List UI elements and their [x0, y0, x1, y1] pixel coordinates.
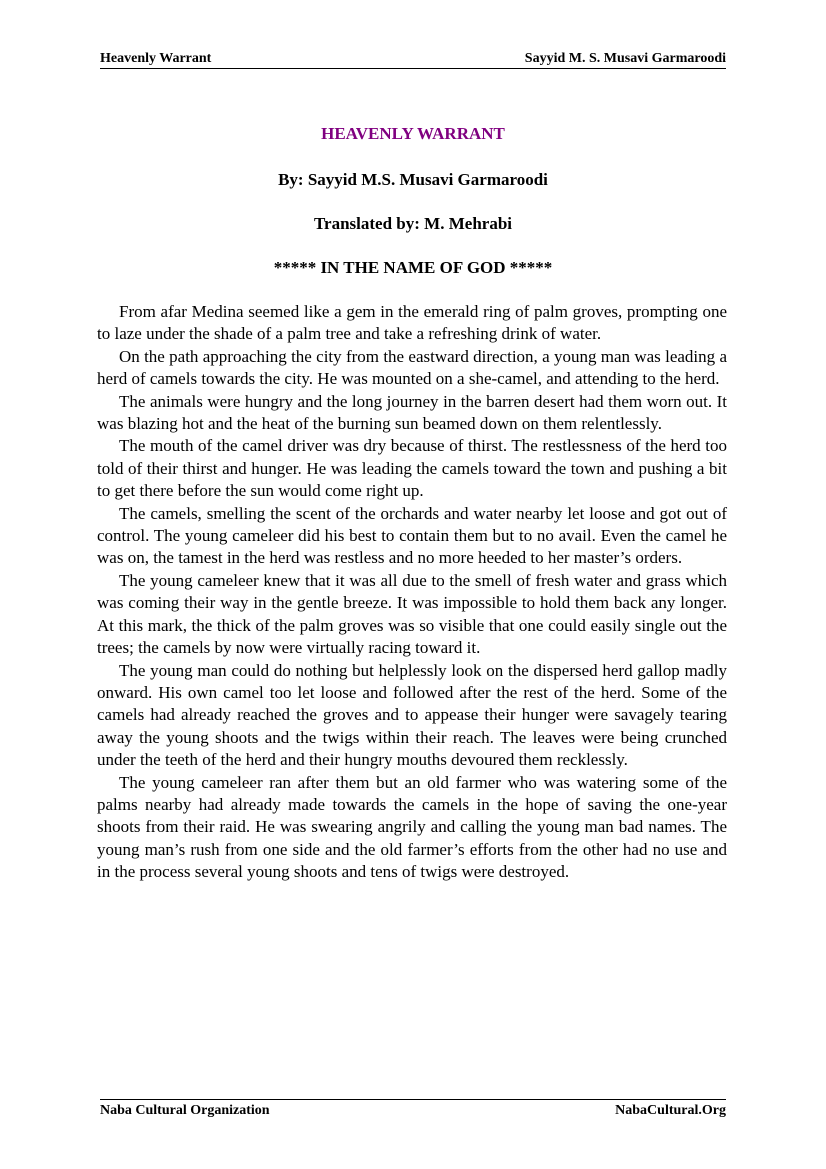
footer-website: NabaCultural.Org	[615, 1103, 726, 1118]
page-footer	[100, 1099, 726, 1123]
paragraph: The animals were hungry and the long journey in the barren desert had them worn out. It was blazing hot and the heat of the burning sun beamed down on them relentlessly.	[97, 391, 727, 434]
translator-line: Translated by: M. Mehrabi	[313, 214, 512, 233]
invocation-line: ***** IN THE NAME OF GOD *****	[273, 258, 553, 277]
paragraph: The young cameleer ran after them but an old farmer who was watering some of the palms nearby had already made towards the camels in the hope of saving the one-year shoots from their raid. He was swearing angrily and calling the young man bad names. The young man’s rush from one side and the old farmer’s efforts from the other had no use and in the process several young shoots and tens of twigs were destroyed.	[97, 772, 727, 882]
header-author: Sayyid M. S. Musavi Garmaroodi	[524, 51, 726, 66]
body-text	[97, 301, 727, 884]
paragraph: The camels, smelling the scent of the orchards and water nearby let loose and got out of control. The young cameleer did his best to contain them but to no avail. Even the camel he was on, the tamest in the herd was restless and no more heeded to her master’s orders.	[97, 503, 727, 568]
header-book-title: Heavenly Warrant	[100, 51, 212, 66]
paragraph: The young man could do nothing but helplessly look on the dispersed herd gallop madly onward. His own camel too let loose and followed after the rest of the herd. Some of the camels had already reached the groves and to appease their hunger were savagely tearing away the young shoots and the twigs within their reach. The leaves were being crunched under the teeth of the herd and their hungry mouths devoured them recklessly.	[97, 660, 727, 770]
document-title: HEAVENLY WARRANT	[321, 124, 505, 143]
paragraph: On the path approaching the city from the eastward direction, a young man was leading a herd of camels towards the city. He was mounted on a she-camel, and attending to the herd.	[97, 346, 727, 389]
paragraph: From afar Medina seemed like a gem in the emerald ring of palm groves, prompting one to laze under the shade of a palm tree and take a refreshing drink of water.	[97, 302, 727, 344]
author-line: By: Sayyid M.S. Musavi Garmaroodi	[278, 170, 548, 189]
page-header	[100, 50, 726, 69]
footer-organization: Naba Cultural Organization	[100, 1103, 270, 1118]
paragraph: The young cameleer knew that it was all due to the smell of fresh water and grass which was coming their way in the gentle breeze. It was impossible to hold them back any longer. At this mark, the thick of the palm groves was so visible that one could easily single out the trees; the camels by now were virtually racing toward it.	[97, 570, 727, 658]
paragraph: The mouth of the camel driver was dry because of thirst. The restlessness of the herd too told of their thirst and hunger. He was leading the camels toward the town and pushing a bit to get there before the sun would come right up.	[97, 436, 727, 501]
